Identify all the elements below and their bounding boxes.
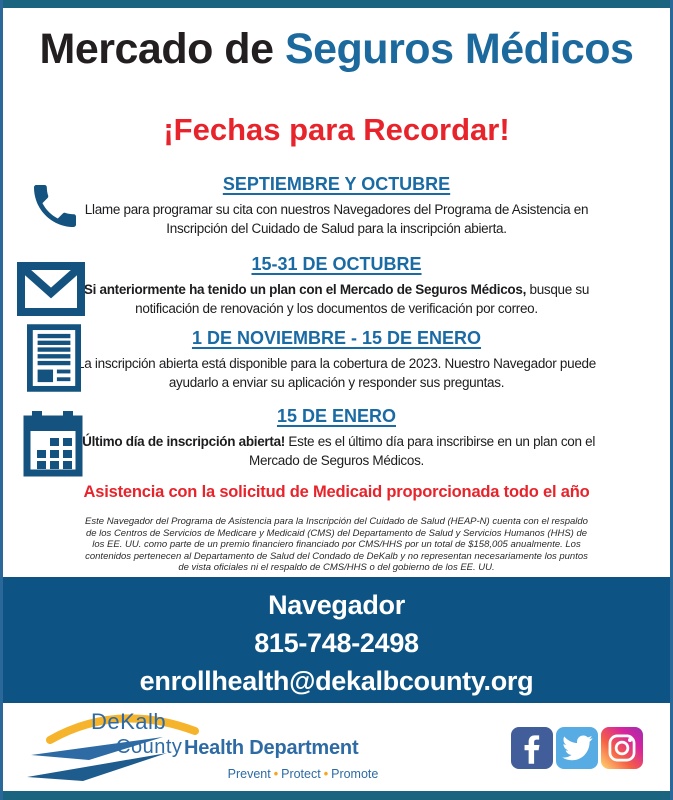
medicaid-note: Asistencia con la solicitud de Medicaid proporcionada todo el año	[83, 483, 590, 501]
logo-county-text: County	[116, 736, 183, 758]
twitter-icon[interactable]	[556, 727, 598, 769]
section-body	[75, 354, 598, 392]
facebook-icon[interactable]	[511, 727, 553, 769]
logo-tagline	[153, 767, 453, 781]
instagram-icon[interactable]	[601, 727, 643, 769]
phone-number: 815-748-2498	[254, 628, 419, 658]
tagline-bullet: •	[273, 767, 279, 781]
social-icons	[511, 727, 643, 769]
page-title-blue: Seguros Médicos	[284, 25, 634, 73]
contact-footer	[3, 577, 670, 703]
page-subtitle: ¡Fechas para Recordar!	[163, 112, 510, 147]
tagline-word-protect: Protect	[281, 767, 321, 781]
section-body	[75, 432, 598, 470]
section-heading: 1 DE NOVIEMBRE - 15 DE ENERO	[191, 328, 482, 348]
phone-icon	[27, 176, 83, 236]
section-body-bold: Si anteriormente ha tenido un plan con el Mercado de Seguros Médicos,	[83, 282, 527, 297]
tagline-bullet: •	[323, 767, 329, 781]
logo-health-department-text: Health Department	[184, 737, 359, 759]
section-body-text: Llame para programar su cita con nuestros Navegadores del Programa de Asistencia en Inscripción del Cuidado de Salud para la inscripción abierta.	[84, 202, 589, 236]
section-1-noviembre-15-enero	[3, 328, 670, 406]
page-title	[3, 26, 670, 73]
section-body	[75, 280, 598, 318]
page-title-black: Mercado de	[39, 25, 285, 73]
bottom-accent-bar	[3, 791, 670, 800]
email-address: enrollhealth@dekalbcounty.org	[139, 666, 534, 696]
section-heading: SEPTIEMBRE Y OCTUBRE	[222, 174, 451, 194]
logo-dekalb-text: DeKalb	[91, 709, 167, 734]
tagline-word-promote: Promote	[331, 767, 379, 781]
navigator-label: Navegador	[268, 590, 405, 620]
calendar-icon	[23, 409, 83, 477]
envelope-icon	[17, 262, 85, 316]
section-body-text: La inscripción abierta está disponible para la cobertura de 2023. Nuestro Navegador puede ayudarlo a enviar su aplicación y responder sus preguntas.	[77, 356, 596, 390]
section-body-text: busque su notificación de renovación y los documentos de verificación por correo.	[135, 282, 590, 316]
section-body	[75, 200, 598, 238]
section-15-enero	[3, 406, 670, 480]
date-sections	[3, 174, 670, 480]
funding-disclaimer: Este Navegador del Programa de Asistencia para la Inscripción del Cuidado de Salud (HEAP-N) cuenta con el respaldo de los Centros de Servicios de Medicare y Medicaid (CMS) del Departamento de Salud y Servicios Humanos (HHS) de los EE. UU. como parte de un premio financiero financiado por CMS/HHS por un total de $158,005 anualmente. Los contenidos pertenecen al Departamento de Salud del Condado de DeKalb y no representan necesariamente los puntos de vista oficiales ni el respaldo de CMS/HHS o del gobierno de los EE. UU.	[85, 516, 588, 573]
top-accent-bar	[3, 0, 670, 8]
section-septiembre-octubre	[3, 174, 670, 254]
tagline-word-prevent: Prevent	[227, 767, 271, 781]
section-body-bold: ¡Último día de inscripción abierta!	[77, 434, 285, 449]
document-icon	[27, 324, 81, 392]
section-body-text: Este es el último día para inscribirse en un plan con el Mercado de Seguros Médicos.	[249, 434, 596, 468]
section-15-31-octubre	[3, 254, 670, 328]
section-heading: 15 DE ENERO	[276, 406, 397, 426]
section-heading: 15-31 DE OCTUBRE	[251, 254, 422, 274]
